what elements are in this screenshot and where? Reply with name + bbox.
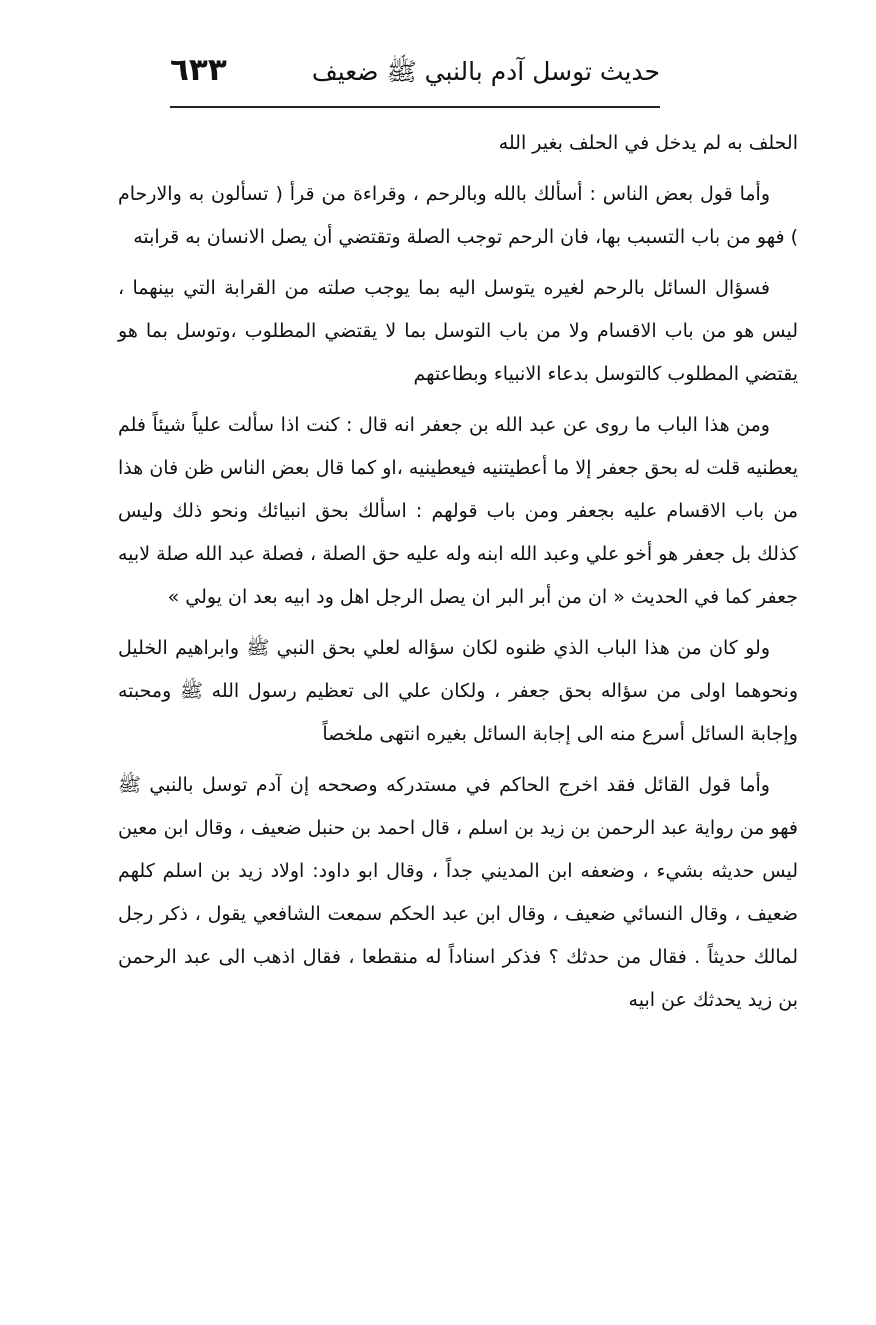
page-running-title: حديث توسل آدم بالنبي ﷺ ضعيف bbox=[311, 57, 660, 86]
body-text bbox=[118, 122, 798, 1030]
paragraph: ومن هذا الباب ما روى عن عبد الله بن جعفر انه قال : كنت اذا سألت علياً شيئاً فلم يعطنيه قلت له بحق جعفر إلا ما أعطيتنيه فيعطينيه ،او كما قال بعض الناس ظن فان هذا من باب الاقسام عليه بجعفر ومن باب قولهم : اسألك بحق انبيائك ونحو ذلك وليس كذلك بل جعفر هو أخو علي وعبد الله ابنه وله عليه حق الصلة ، فصلة عبد الله صلة لابيه جعفر كما في الحديث « ان من أبر البر ان يصل الرجل اهل ود ابيه بعد ان يولي » bbox=[118, 414, 798, 608]
page-number: ٦٣٣ bbox=[170, 52, 227, 88]
paragraph: الحلف به لم يدخل في الحلف بغير الله bbox=[498, 132, 798, 154]
header-divider bbox=[170, 106, 660, 108]
paragraph: فسؤال السائل بالرحم لغيره يتوسل اليه بما يوجب صلته من القرابة التي بينهما ، ليس هو من باب الاقسام ولا من باب التوسل بما لا يقتضي المطلوب ،وتوسل بما هو يقتضي المطلوب كالتوسل بدعاء الانبياء وبطاعتهم bbox=[118, 277, 798, 385]
paragraph: وأما قول القائل فقد اخرج الحاكم في مستدركه وصححه إن آدم توسل بالنبي ﷺ فهو من رواية عبد الرحمن بن زيد بن اسلم ، قال احمد بن حنبل ضعيف ، وقال ابن معين ليس حديثه بشيء ، وضعفه ابن المديني جداً ، وقال ابو داود: اولاد زيد بن اسلم كلهم ضعيف ، وقال النسائي ضعيف ، وقال ابن عبد الحكم سمعت الشافعي يقول ، ذكر رجل لمالك حديثاً . فقال من حدثك ؟ فذكر اسناداً له منقطعا ، فقال اذهب الى عبد الرحمن بن زيد يحدثك عن ابيه bbox=[118, 774, 798, 1011]
paragraph: ولو كان من هذا الباب الذي ظنوه لكان سؤاله لعلي بحق النبي ﷺ وابراهيم الخليل ونحوهما اولى من سؤاله بحق جعفر ، ولكان علي الى تعظيم رسول الله ﷺ ومحبته وإجابة السائل أسرع منه الى إجابة السائل بغيره انتهى ملخصاً bbox=[118, 637, 798, 745]
paragraph: وأما قول بعض الناس : أسألك بالله وبالرحم ، وقراءة من قرأ ( تسألون به والارحام ) فهو من باب التسبب بها، فان الرحم توجب الصلة وتقتضي أن يصل الانسان به قرابته bbox=[118, 183, 798, 248]
page-header bbox=[170, 52, 660, 100]
